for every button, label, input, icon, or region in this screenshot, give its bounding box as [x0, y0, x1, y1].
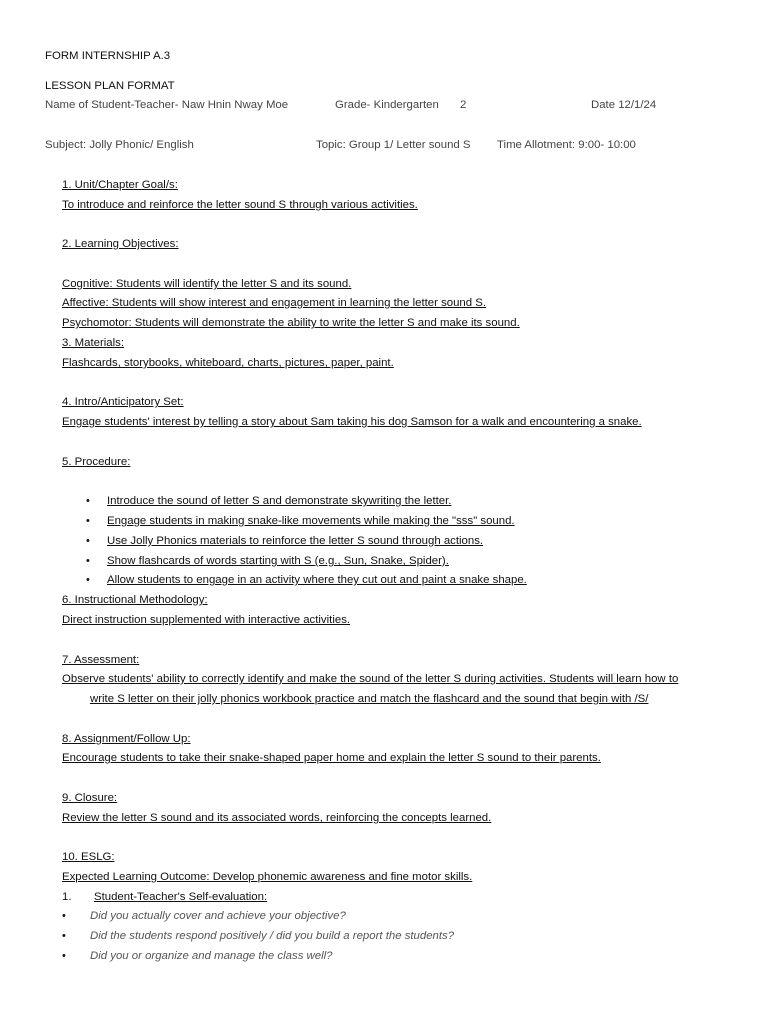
grade-label: Grade- Kindergarten — [335, 99, 439, 111]
subject-label: Subject: Jolly Phonic/ English — [45, 139, 194, 151]
bullet-icon: • — [86, 574, 90, 586]
procedure-item: Show flashcards of words starting with S (e.g., Sun, Snake, Spider). — [107, 555, 449, 567]
form-title: FORM INTERNSHIP A.3 — [45, 50, 171, 62]
assignment-heading: 8. Assignment/Follow Up: — [62, 733, 191, 745]
bullet-icon: • — [86, 495, 90, 507]
self-eval-question: Did you actually cover and achieve your objective? — [90, 910, 346, 922]
procedure-item: Engage students in making snake-like movements while making the "sss" sound. — [107, 515, 515, 527]
bullet-icon: • — [86, 515, 90, 527]
objective-affective: Affective: Students will show interest and engagement in learning the letter sound S. — [62, 297, 487, 309]
eslg-text: Expected Learning Outcome: Develop phonemic awareness and fine motor skills. — [62, 871, 473, 883]
time-allotment: Time Allotment: 9:00- 10:00 — [497, 139, 636, 151]
intro-text: Engage students' interest by telling a story about Sam taking his dog Samson for a walk and encountering a snake. — [62, 416, 642, 428]
grade-number: 2 — [460, 99, 467, 111]
procedure-item: Allow students to engage in an activity where they cut out and paint a snake shape. — [107, 574, 527, 586]
topic-label: Topic: Group 1/ Letter sound S — [316, 139, 471, 151]
procedure-item: Introduce the sound of letter S and demonstrate skywriting the letter. — [107, 495, 452, 507]
materials-text: Flashcards, storybooks, whiteboard, charts, pictures, paper, paint. — [62, 357, 394, 369]
closure-heading: 9. Closure: — [62, 792, 118, 804]
eslg-heading: 10. ESLG: — [62, 851, 115, 863]
bullet-icon: • — [62, 950, 66, 962]
bullet-icon: • — [86, 555, 90, 567]
student-teacher-name: Name of Student-Teacher- Naw Hnin Nway Moe — [45, 99, 289, 111]
assessment-text-line1: Observe students' ability to correctly identify and make the sound of the letter S during activities. Students will learn how to — [62, 673, 679, 685]
method-text: Direct instruction supplemented with interactive activities. — [62, 614, 351, 626]
goal-heading: 1. Unit/Chapter Goal/s: — [62, 179, 178, 191]
method-heading: 6. Instructional Methodology: — [62, 594, 208, 606]
self-eval-question: Did the students respond positively / did you build a report the students? — [90, 930, 455, 942]
materials-heading: 3. Materials: — [62, 337, 125, 349]
date-label: Date 12/1/24 — [591, 99, 657, 111]
objective-psychomotor: Psychomotor: Students will demonstrate the ability to write the letter S and make its sound. — [62, 317, 520, 329]
intro-heading: 4. Intro/Anticipatory Set: — [62, 396, 184, 408]
assessment-text-line2: write S letter on their jolly phonics workbook practice and match the flashcard and the sound that begin with /S/ — [90, 693, 649, 705]
objectives-heading: 2. Learning Objectives: — [62, 238, 179, 250]
goal-text: To introduce and reinforce the letter sound S through various activities. — [62, 199, 418, 211]
self-eval-question: Did you or organize and manage the class well? — [90, 950, 333, 962]
procedure-heading: 5. Procedure: — [62, 456, 131, 468]
bullet-icon: • — [62, 930, 66, 942]
procedure-item: Use Jolly Phonics materials to reinforce the letter S sound through actions. — [107, 535, 484, 547]
bullet-icon: • — [62, 910, 66, 922]
assessment-heading: 7. Assessment: — [62, 654, 140, 666]
assignment-text: Encourage students to take their snake-shaped paper home and explain the letter S sound to their parents. — [62, 752, 601, 764]
format-title: LESSON PLAN FORMAT — [45, 80, 175, 92]
bullet-icon: • — [86, 535, 90, 547]
closure-text: Review the letter S sound and its associated words, reinforcing the concepts learned. — [62, 812, 492, 824]
objective-cognitive: Cognitive: Students will identify the letter S and its sound. — [62, 278, 352, 290]
self-eval-number: 1. — [62, 891, 72, 903]
self-eval-heading: Student-Teacher's Self-evaluation: — [94, 891, 268, 903]
